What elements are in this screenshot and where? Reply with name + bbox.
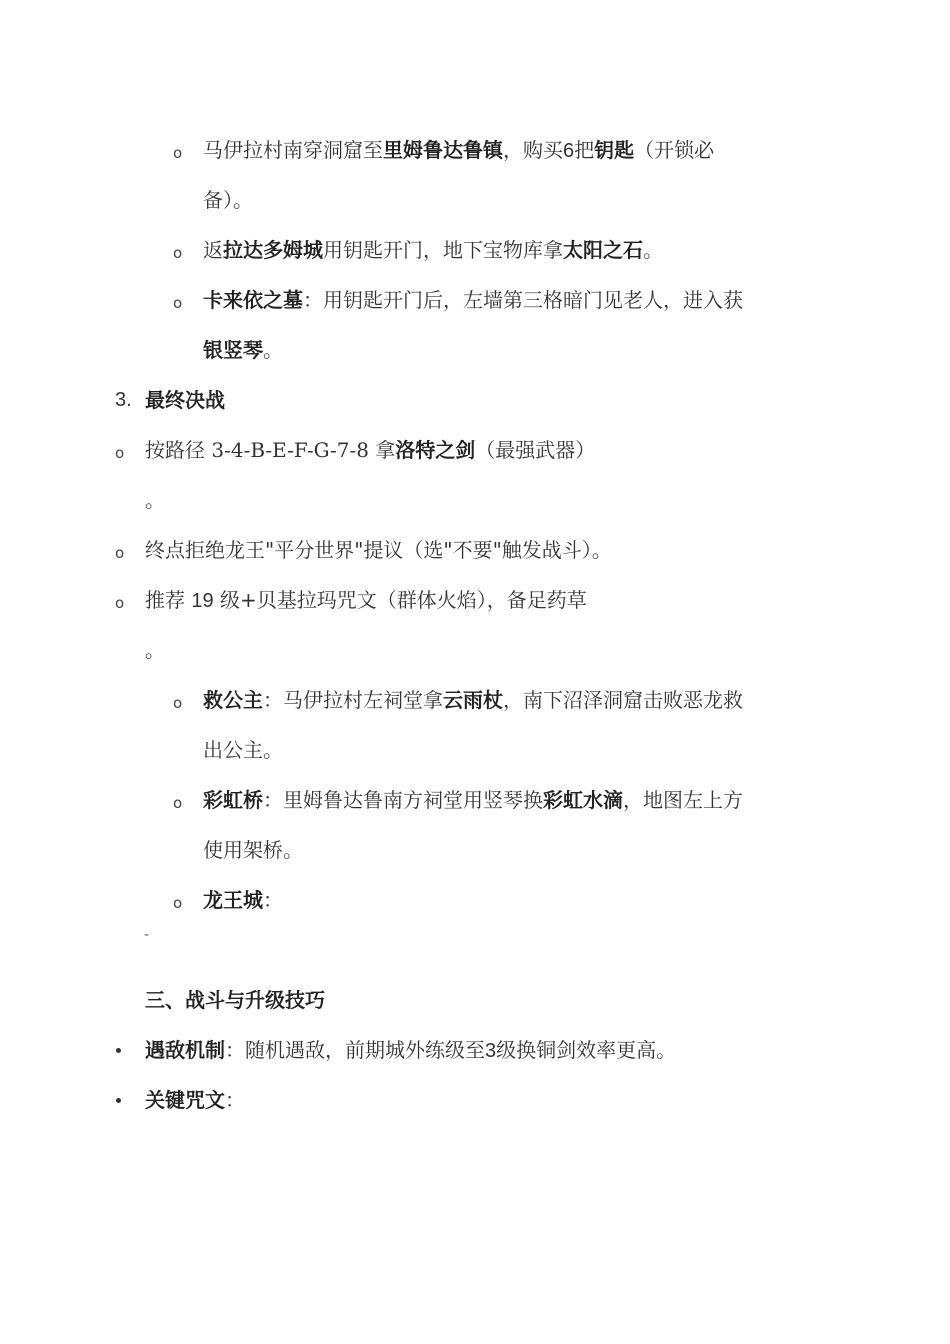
text: 返	[203, 238, 223, 262]
bold-text: 洛特之剑	[395, 438, 476, 462]
list-item-line	[203, 735, 283, 765]
bold-text: 里姆鲁达鲁镇	[383, 138, 503, 162]
list-bullet: o	[173, 244, 183, 262]
bold-text: 救公主	[203, 688, 263, 712]
bold-text: 龙王城	[203, 888, 263, 912]
list-bullet: o	[173, 794, 183, 812]
list-item-line	[203, 135, 714, 165]
number: 6	[563, 140, 575, 162]
text: 级换铜剑效率更高。	[496, 1038, 677, 1062]
text: 把	[574, 138, 595, 162]
text: 用钥匙开门，地下宝物库拿	[323, 238, 563, 262]
list-item-line	[203, 335, 283, 365]
bold-text: 关键咒文	[145, 1088, 225, 1112]
list-bullet: o	[173, 694, 183, 712]
text: （最强武器）	[475, 438, 596, 462]
list-bullet: o	[173, 294, 183, 312]
list-bullet: o	[115, 444, 125, 462]
bold-text: 太阳之石	[563, 238, 643, 262]
section-number: 3.	[115, 389, 132, 411]
text: 。	[263, 338, 283, 362]
bold-text: 拉达多姆城	[223, 238, 323, 262]
bold-text: 钥匙	[594, 138, 635, 162]
bold-text: 卡来依之墓	[203, 288, 303, 312]
list-item-line	[203, 785, 743, 815]
list-item-line	[203, 185, 253, 215]
text: ：随机遇敌，前期城外练级至	[225, 1038, 485, 1062]
text: ，南下沼泽洞窟击败恶龙救	[503, 688, 743, 712]
list-item-line	[145, 1035, 676, 1065]
list-item-line	[203, 235, 663, 265]
text: 出公主。	[203, 738, 283, 762]
list-item-line	[203, 685, 743, 715]
text: ：用钥匙开门后，左墙第三格暗门见老人，进入获	[303, 288, 743, 312]
text: ，购买	[503, 138, 563, 162]
bold-text: 银竖琴	[203, 338, 263, 362]
list-item-line	[145, 435, 595, 465]
list-bullet: o	[173, 144, 183, 162]
text: ，地图左上方	[623, 788, 743, 812]
bold-text: 彩虹桥	[203, 788, 263, 812]
list-item-line	[203, 885, 283, 915]
text: 推荐	[145, 588, 192, 612]
list-bullet: o	[115, 594, 125, 612]
list-item-line	[145, 585, 587, 615]
section-heading: 三、战斗与升级技巧	[145, 988, 325, 1012]
list-item-line	[145, 1085, 245, 1115]
text: ：马伊拉村左祠堂拿	[263, 688, 443, 712]
list-bullet-dot	[116, 1098, 121, 1103]
number: 19	[191, 590, 214, 612]
text: 级+贝基拉玛咒文（群体火焰），备足药草	[213, 588, 587, 612]
bold-text: 云雨杖	[443, 688, 503, 712]
text: 马伊拉村南穿洞窟至	[203, 138, 383, 162]
trailing-period: 。	[145, 488, 165, 512]
list-bullet: o	[115, 544, 125, 562]
list-bullet: o	[173, 894, 183, 912]
list-item-line	[203, 835, 303, 865]
list-item-line: 终点拒绝龙王"平分世界"提议（选"不要"触发战斗）。	[145, 538, 612, 562]
section-title: 最终决战	[145, 388, 225, 412]
text: ：	[225, 1088, 245, 1112]
text: ：里姆鲁达鲁南方祠堂用竖琴换	[263, 788, 543, 812]
list-bullet-dot	[116, 1048, 121, 1053]
dash-mark: -	[144, 927, 150, 943]
number: 3	[485, 1040, 497, 1062]
bold-text: 彩虹水滴	[543, 788, 623, 812]
list-item-line	[203, 285, 743, 315]
text: 备）。	[203, 188, 253, 212]
text: 按路径 3-4-B-E-F-G-7-8 拿	[145, 438, 396, 462]
text: 。	[643, 238, 663, 262]
bold-text: 遇敌机制	[145, 1038, 225, 1062]
text: ：	[263, 888, 283, 912]
text: 使用架桥。	[203, 838, 303, 862]
trailing-period: 。	[145, 638, 165, 662]
text: （开锁必	[634, 138, 715, 162]
